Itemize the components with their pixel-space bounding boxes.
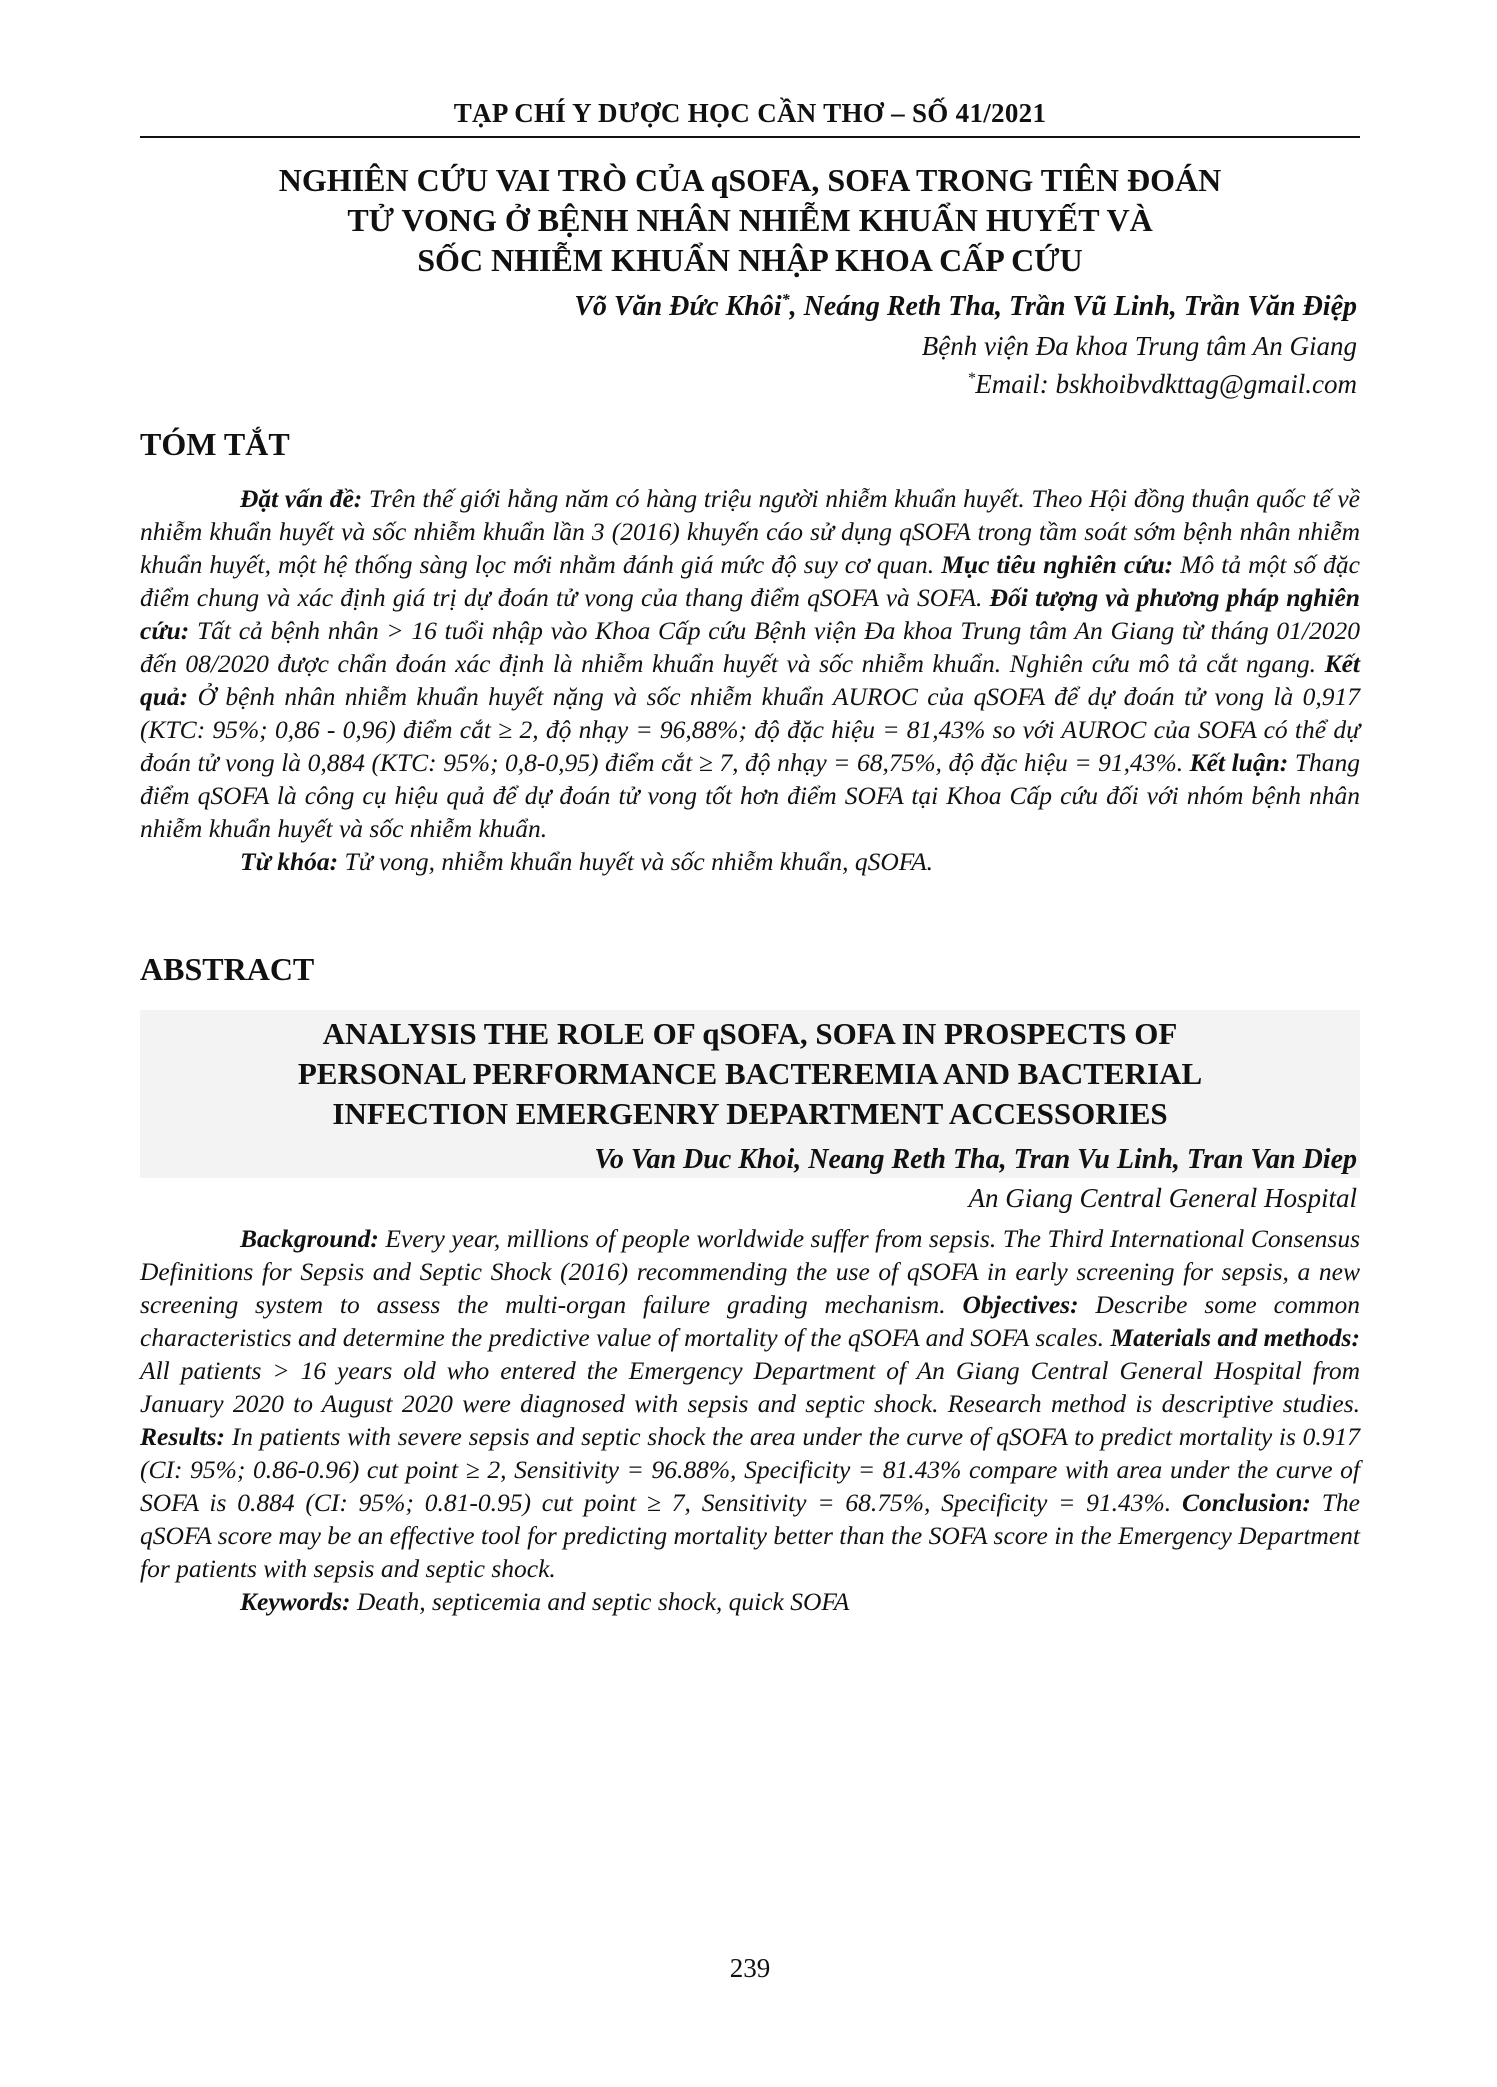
header-rule [140,136,1360,138]
en-results-text: In patients with severe sepsis and septic shock the area under the curve of qSOFA to predict mortality is 0.917 (CI: 95%; 0.86-0.96) cut point ≥ 2, Sensitivity = 96.88%, Specificity = 81.43% compare with area under the curve of SOFA is 0.884 (CI: 95%; 0.81-0.95) cut point ≥ 7, Sensitivity = 68.75%, Specificity = 91.43%. [140,1422,1360,1517]
vn-abstract-paragraph [140,482,1360,845]
en-keywords-label: Keywords: [240,1587,351,1616]
en-title-line: PERSONAL PERFORMANCE BACTEREMIA AND BACTERIAL [297,1056,1203,1091]
vn-authors-rest: , Neáng Reth Tha, Trần Vũ Linh, Trần Văn Điệp [789,291,1357,322]
vn-methods-text: Tất cả bệnh nhân > 16 tuổi nhập vào Khoa Cấp cứu Bệnh viện Đa khoa Trung tâm An Giang từ tháng 01/2020 đến 08/2020 được chẩn đoán xác định là nhiễm khuẩn huyết và sốc nhiễm khuẩn. Nghiên cứu mô tả cắt ngang. [140,616,1360,678]
en-title-line: ANALYSIS THE ROLE OF qSOFA, SOFA IN PROSPECTS OF [322,1016,1178,1051]
vn-abstract [140,482,1360,878]
vn-keywords-text: Tử vong, nhiễm khuẩn huyết và sốc nhiễm khuẩn, qSOFA. [338,847,934,876]
vn-objectives-text: Mô tả một số đặc điểm chung và xác định giá trị dự đoán tử vong của thang điểm qSOFA và SOFA. [140,550,1360,612]
journal-header: TẠP CHÍ Y DƯỢC HỌC CẦN THƠ – SỐ 41/2021 [453,98,1047,128]
en-methods-label: Materials and methods: [1110,1323,1360,1352]
en-abstract [140,1222,1360,1618]
en-authors: Vo Van Duc Khoi, Neang Reth Tha, Tran Vu Linh, Tran Van Diep [594,1144,1357,1175]
vn-keywords-label: Từ khóa: [240,847,339,876]
vn-section-heading: TÓM TẮT [140,426,290,462]
corresponding-mark: * [781,291,790,309]
vn-email [967,369,1357,400]
en-section-heading: ABSTRACT [140,951,315,987]
vn-results-text: Ở bệnh nhân nhiễm khuẩn huyết nặng và sốc nhiễm khuẩn AUROC của qSOFA để dự đoán tử vong là 0,917 (KTC: 95%; 0,86 - 0,96) điểm cắt ≥ 2, độ nhạy = 96,88%; độ đặc hiệu = 81,43% so với AUROC của SOFA có thể dự đoán tử vong là 0,884 (KTC: 95%; 0,8-0,95) điểm cắt ≥ 7, độ nhạy = 68,75%, độ đặc hiệu = 91,43%. [140,682,1360,777]
vn-results-label: Kết quả: [140,649,1360,711]
vn-author-first: Võ Văn Đức Khôi [574,291,782,322]
vn-methods-label: Đối tượng và phương pháp nghiên cứu: [140,583,1360,645]
en-abstract-paragraph [140,1222,1360,1585]
vn-title-line: NGHIÊN CỨU VAI TRÒ CỦA qSOFA, SOFA TRONG TIÊN ĐOÁN [278,162,1222,198]
en-title-line: INFECTION EMERGENRY DEPARTMENT ACCESSORIES [332,1096,1168,1131]
en-background-label: Background: [240,1224,379,1253]
en-methods-text: All patients > 16 years old who entered the Emergency Department of An Giang Central General Hospital from January 2020 to August 2020 were diagnosed with sepsis and septic shock. Research method is descriptive studies. [140,1356,1360,1418]
vn-objectives-label: Mục tiêu nghiên cứu: [941,550,1174,579]
en-results-label: Results: [140,1422,226,1451]
vn-keywords [140,845,1360,878]
email-text: Email: bskhoibvdkttag@gmail.com [975,369,1357,399]
en-keywords-text: Death, septicemia and septic shock, quick SOFA [350,1587,850,1616]
email-mark: * [967,370,976,387]
en-background-text: Every year, millions of people worldwide suffer from sepsis. The Third International Consensus Definitions for Sepsis and Septic Shock (2016) recommending the use of qSOFA in early screening for sepsis, a new screening system to assess the multi-organ failure grading mechanism. [140,1224,1360,1319]
en-conclusion-text: The qSOFA score may be an effective tool for predicting mortality better than the SOFA score in the Emergency Department for patients with sepsis and septic shock. [140,1488,1360,1583]
en-affiliation: An Giang Central General Hospital [968,1183,1357,1213]
page-number: 239 [729,1953,771,1983]
en-objectives-text: Describe some common characteristics and determine the predictive value of mortality of the qSOFA and SOFA scales. [140,1290,1360,1352]
en-conclusion-label: Conclusion: [1181,1488,1311,1517]
vn-affiliation: Bệnh viện Đa khoa Trung tâm An Giang [921,331,1357,361]
en-title [140,1014,1360,1134]
vn-authors [574,291,1357,323]
vn-conclusion-text: Thang điểm qSOFA là công cụ hiệu quả để dự đoán tử vong tốt hơn điểm SOFA tại Khoa Cấp cứu đối với nhóm bệnh nhân nhiễm khuẩn huyết và sốc nhiễm khuẩn. [140,748,1361,843]
en-keywords [140,1585,1360,1618]
vn-title-line: TỬ VONG Ở BỆNH NHÂN NHIỄM KHUẨN HUYẾT VÀ [347,202,1153,238]
vn-background-text: Trên thế giới hằng năm có hàng triệu người nhiễm khuẩn huyết. Theo Hội đồng thuận quốc tế về nhiễm khuẩn huyết và sốc nhiễm khuẩn lần 3 (2016) khuyến cáo sử dụng qSOFA trong tầm soát sớm bệnh nhân nhiễm khuẩn huyết, một hệ thống sàng lọc mới nhằm đánh giá mức độ suy cơ quan. [140,484,1360,579]
vn-conclusion-label: Kết luận: [1189,748,1289,777]
vn-background-label: Đặt vấn đề: [240,484,363,513]
vn-title [140,160,1360,280]
en-objectives-label: Objectives: [962,1290,1079,1319]
vn-title-line: SỐC NHIỄM KHUẨN NHẬP KHOA CẤP CỨU [417,242,1083,278]
